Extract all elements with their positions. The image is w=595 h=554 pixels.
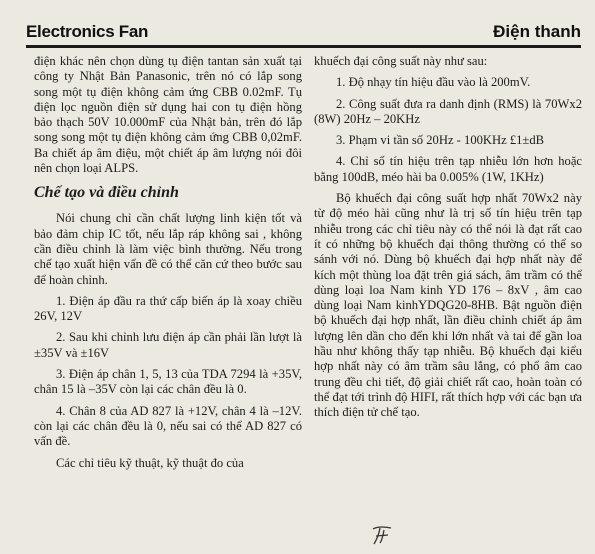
page-header [26,20,581,46]
list-item: 4. Chân 8 của AD 827 là +12V, chân 4 là –12V. còn lại các chân đều là 0, nếu sai có thể AD 827 có vấn đề. [34,403,302,449]
paragraph: điện khác nên chọn dùng tụ điện tantan sản xuất tại công ty Nhật Bản Panasonic, trên nó có lắp song song một tụ điện không cảm ứng CBB 0.02mF. Tụ điện lọc nguồn điện sử dụng hai con tụ điện hồng bảo thạch 50V 10.000mF của Nhật bản, trên đó lắp song song một tụ điện không cảm ứng CBB 0,02mF. Ba chiết áp âm điệu, một chiết áp âm lượng nói đôi nên chọn loại ALPS. [34,54,302,176]
right-column [314,54,582,421]
header-rule [26,45,581,48]
section-heading: Chế tạo và điều chỉnh [34,184,179,202]
paragraph: Các chỉ tiêu kỹ thuật, kỹ thuật đo của [56,455,244,470]
left-column [34,54,302,471]
spec-item: 4. Chỉ số tín hiệu trên tạp nhiễu lớn hơn hoặc bằng 100dB, méo hài ba 0.005% (1W, 1KHz) [314,154,582,184]
paragraph: Nói chung chỉ cần chất lượng linh kiện tốt và bảo đảm chip IC tốt, nếu lắp ráp không sai , không cần điều chỉnh là làm việc bình thường. Nếu trong chế tạo xuất hiện vấn đề có thể căn cứ theo bước sau để hoàn chỉnh. [34,211,302,287]
paragraph: Bộ khuếch đại công suất hợp nhất 70Wx2 này từ độ méo hài cũng như là trị số tín hiệu trên tạp nhiễu trong các chỉ tiêu này có thể nói là đạt rất cao ít có những bộ khuếch đại thông thường có thể so sánh với nó. Dùng bộ khuếch đại hợp nhất này để kích một thùng loa đặt trên giá sách, âm trầm có thể dùng loại loa Nam kinh YD 176 – 8xV , âm cao dùng loại Nam kinhYDQG20-8HB. Bật nguồn điện bộ khuếch đại hợp nhất, lần điều chỉnh chiết áp âm lượng lên dần cho đến khi lớn nhất và tai để gần loa hầu như không thấy tạp nhiễu. Bộ khuếch đại kiểu hợp nhất này có âm trầm sâu lắng, có phổ âm cao trung đều chi tiết, độ giải chiết rất cao, hoàn toàn có thể đạt tới trình độ HIFI, rất thích hợp với các bạn ưa thích điện tử chế tạo. [314,191,582,420]
magazine-title: Electronics Fan [26,22,149,41]
author-signature-mark [370,524,394,551]
spec-item: 1. Độ nhạy tín hiệu đầu vào là 200mV. [336,75,531,90]
section-title: Điện thanh [493,22,581,41]
list-item: 2. Sau khi chỉnh lưu điện áp cần phải lần lượt là ±35V và ±16V [34,330,302,360]
list-item: 3. Điện áp chân 1, 5, 13 của TDA 7294 là +35V, chân 15 là –35V còn lại các chân đều là 0. [34,367,302,397]
paragraph: khuếch đại công suất này như sau: [314,54,488,68]
list-item: 1. Điện áp đầu ra thứ cấp biến áp là xoay chiều 26V, 12V [34,293,302,324]
spec-item: 2. Công suất đưa ra danh định (RMS) là 70Wx2 (8W) 20Hz – 20KHz [314,96,582,126]
spec-item: 3. Phạm vi tần số 20Hz - 100KHz £1±dB [336,133,545,148]
